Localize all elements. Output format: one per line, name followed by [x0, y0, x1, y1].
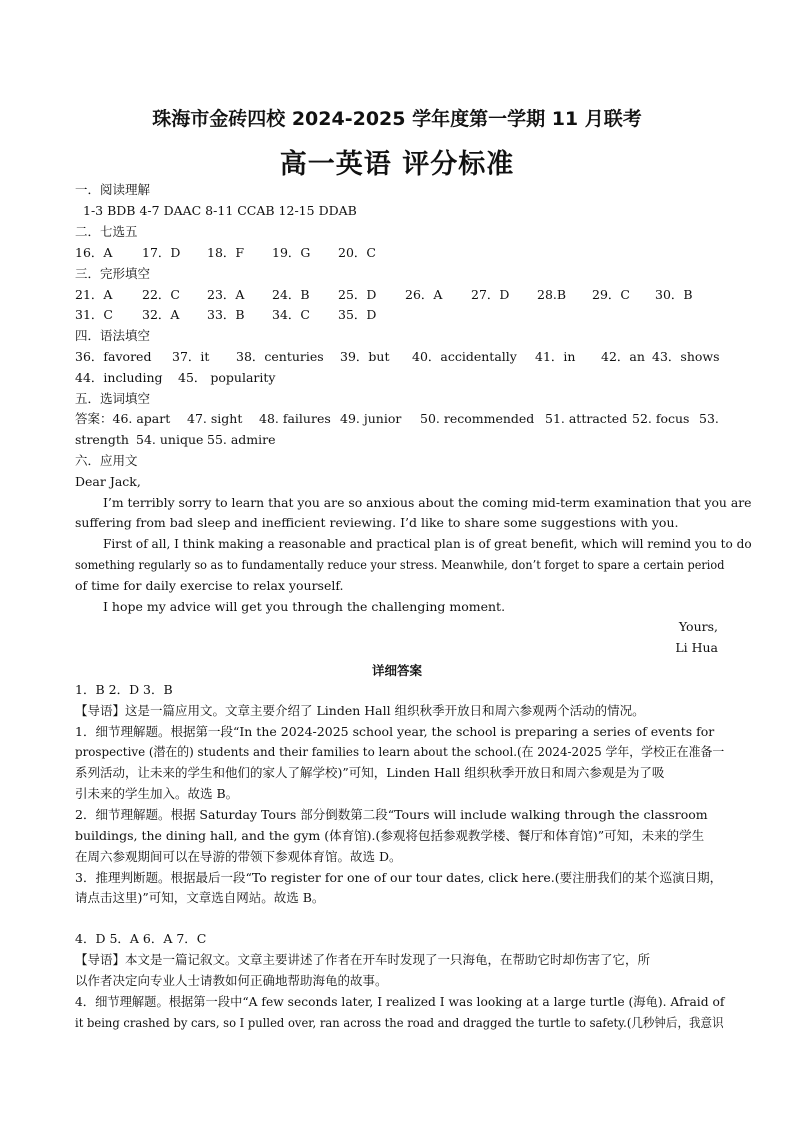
answer-item: 38．centuries: [236, 349, 324, 364]
explanation-line: 3．推理判断题。根据最后一段“To register for one of our tour dates, click here.(要注册我们的某个巡演日期，: [75, 870, 723, 885]
explanation-line: 【导语】本文是一篇记叙文。文章主要讲述了作者在开车时发现了一只海龟，在帮助它时却伤害了它，所: [75, 952, 651, 967]
section-heading-word-choice: 五．选词填空: [75, 391, 151, 406]
answer-item: 18．F: [207, 245, 245, 260]
answer-item: 50. recommended: [420, 411, 535, 426]
section-heading-seven-choose-five: 二．七选五: [75, 224, 138, 239]
explanation-line: 1．细节理解题。根据第一段“In the 2024-2025 school year, the school is preparing a series of events for: [75, 724, 715, 739]
letter-closing: Yours,: [678, 619, 718, 634]
answer-item: 44．including: [75, 370, 163, 385]
details-answers: 1．B 2．D 3．B: [75, 682, 173, 697]
answer-item: 30．B: [655, 287, 693, 302]
answer-item: 22．C: [142, 287, 180, 302]
answer-item: 19．G: [272, 245, 311, 260]
answer-item: 47. sight: [187, 411, 243, 426]
letter-signature: Li Hua: [675, 640, 718, 655]
answer-item: 32．A: [142, 307, 180, 322]
answer-item: 35．D: [338, 307, 377, 322]
answer-item: 28.B: [537, 287, 567, 302]
answer-item: 29．C: [592, 287, 630, 302]
answer-item: 17．D: [142, 245, 181, 260]
answer-item: 49. junior: [340, 411, 402, 426]
answer-item: strength: [75, 432, 129, 447]
answer-item: 25．D: [338, 287, 377, 302]
exam-title: 珠海市金砖四校 2024-2025 学年度第一学期 11 月联考: [152, 108, 642, 130]
answer-item: 36．favored: [75, 349, 152, 364]
explanation-line: 【导语】这是一篇应用文。文章主要介绍了 Linden Hall 组织秋季开放日和周六参观两个活动的情况。: [75, 703, 645, 718]
answer-item: 39．but: [340, 349, 390, 364]
explanation-line: 2．细节理解题。根据 Saturday Tours 部分倒数第二段“Tours will include walking through the classroom: [75, 807, 708, 822]
section-heading-grammar: 四．语法填空: [75, 328, 151, 343]
answer-item: 27．D: [471, 287, 510, 302]
answer-item: 41．in: [535, 349, 576, 364]
exam-subtitle: 高一英语 评分标准: [279, 149, 515, 180]
letter-line: suffering from bad sleep and inefficient reviewing. I’d like to share some suggestions with you.: [75, 515, 679, 530]
answer-item: 53.: [699, 411, 719, 426]
answer-item: 40．accidentally: [412, 349, 517, 364]
answer-item: 43．shows: [652, 349, 720, 364]
answer-item: 55. admire: [207, 432, 276, 447]
explanation-line: 4．细节理解题。根据第一段中“A few seconds later, I realized I was looking at a large turtle (海龟). Afraid of: [75, 994, 725, 1009]
answer-item: 16．A: [75, 245, 113, 260]
answer-item: 24．B: [272, 287, 310, 302]
answer-item: 52. focus: [632, 411, 690, 426]
explanation-line: prospective (潜在的) students and their families to learn about the school.(在 2024-2025 学年，学校正在准备一: [75, 744, 725, 759]
answer-item: 23．A: [207, 287, 245, 302]
explanation-line: 系列活动，让未来的学生和他们的家人了解学校)”可知，Linden Hall 组织秋季开放日和周六参观是为了吸: [75, 765, 665, 780]
explanation-line: 在周六参观期间可以在导游的带领下参观体育馆。故选 D。: [75, 849, 402, 864]
answer-item: 48. failures: [259, 411, 331, 426]
answer-item: 37．it: [172, 349, 210, 364]
explanation-line: buildings, the dining hall, and the gym (体育馆).(参观将包括参观教学楼、餐厅和体育馆)”可知，未来的学生: [75, 828, 705, 843]
answer-item: 21．A: [75, 287, 113, 302]
section-heading-reading: 一．阅读理解: [75, 182, 151, 197]
answer-item: 33．B: [207, 307, 245, 322]
reading-answers: 1-3 BDB 4-7 DAAC 8-11 CCAB 12-15 DDAB: [83, 203, 357, 218]
answer-item: 51. attracted: [545, 411, 628, 426]
answer-item: 答案：46. apart: [75, 411, 171, 426]
answer-item: 45． popularity: [178, 370, 276, 385]
explanation-line: 引未来的学生加入。故选 B。: [75, 786, 239, 801]
section-heading-cloze: 三．完形填空: [75, 266, 151, 281]
details-answers: 4．D 5．A 6．A 7．C: [75, 931, 207, 946]
answer-item: 31．C: [75, 307, 113, 322]
answer-item: 54. unique: [136, 432, 204, 447]
letter-greeting: Dear Jack,: [75, 474, 141, 489]
answer-item: 34．C: [272, 307, 310, 322]
letter-line: something regularly so as to fundamentally reduce your stress. Meanwhile, don’t forget to spare a certain period: [75, 557, 725, 572]
letter-line: of time for daily exercise to relax yourself.: [75, 578, 344, 593]
letter-line: I hope my advice will get you through the challenging moment.: [103, 599, 506, 614]
answer-item: 26．A: [405, 287, 443, 302]
answer-item: 42．an: [601, 349, 645, 364]
details-heading: 详细答案: [371, 663, 422, 678]
letter-line: First of all, I think making a reasonable and practical plan is of great benefit, which will remind you to do: [103, 536, 752, 551]
section-heading-writing: 六．应用文: [75, 453, 138, 468]
letter-line: I’m terribly sorry to learn that you are so anxious about the coming mid-term examination that you are: [103, 495, 752, 510]
answer-item: 20．C: [338, 245, 376, 260]
explanation-line: 以作者决定向专业人士请教如何正确地帮助海龟的故事。: [75, 973, 388, 988]
explanation-line: 请点击这里)”可知，文章选自网站。故选 B。: [75, 890, 325, 905]
explanation-line: it being crashed by cars, so I pulled over, ran across the road and dragged the turtle to safety.(几秒钟后，我意识: [75, 1015, 724, 1030]
